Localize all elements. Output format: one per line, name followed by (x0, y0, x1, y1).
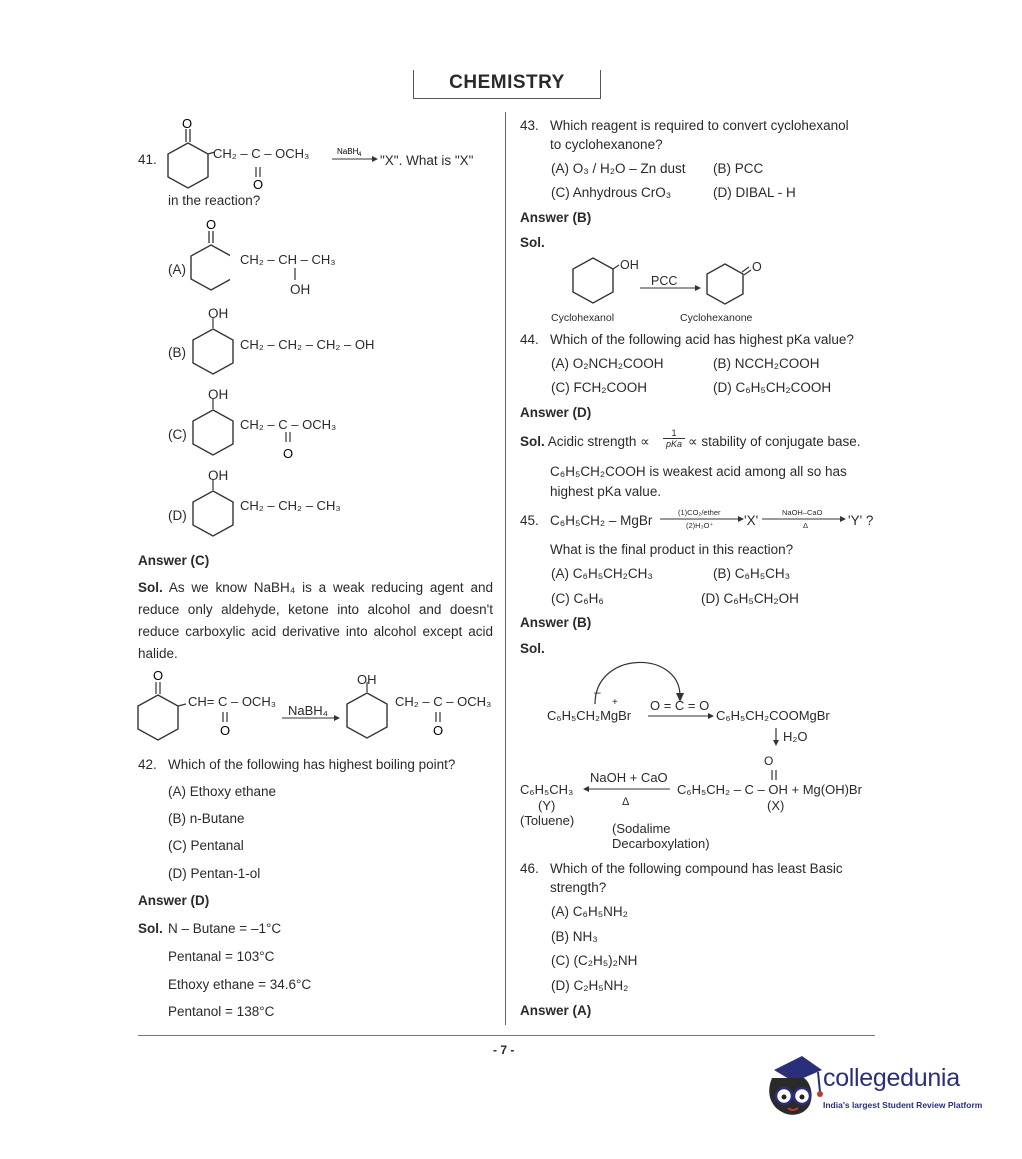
q44-fraction (663, 428, 685, 449)
q45-mech-plus: + (612, 697, 618, 708)
q43-sol-label: Sol. (520, 235, 545, 250)
q42-sol-line-3: Ethoxy ethane = 34.6°C (168, 977, 312, 992)
q43-left-name: Cyclohexanol (551, 312, 615, 324)
q41-question-tail: "X". What is "X" (380, 153, 474, 168)
svg-text:O: O (220, 723, 231, 738)
q42-text: Which of the following has highest boiling point? (168, 757, 456, 772)
svg-text:4: 4 (358, 152, 362, 158)
q42-answer: Answer (D) (138, 893, 210, 908)
q43-oh: OH (620, 258, 639, 272)
q45-text: What is the final product in this reaction? (550, 542, 794, 557)
q42-option-d: (D) Pentan-1-ol (168, 866, 261, 881)
q41-option-b-chain: CH₂ – CH₂ – CH₂ – OH (240, 337, 375, 352)
q41-number: 41. (138, 152, 157, 167)
q45-option-a: (A) C₆H₅CH₂CH₃ (551, 566, 653, 581)
q41-option-d-oh: OH (208, 468, 229, 483)
svg-text:O: O (182, 116, 193, 131)
q46-option-c: (C) (C₂H₅)₂NH (551, 953, 638, 968)
q45-y: 'Y' ? (848, 513, 874, 528)
q44-sol-label: Sol. (520, 434, 545, 449)
svg-text:O: O (253, 177, 264, 192)
q41-eq-reagent: NaBH₄ (288, 703, 328, 718)
q41-option-c-chain: CH₂ – C – OCH₃ (240, 417, 337, 432)
q46-text-line1: Which of the following compound has least Basic (550, 861, 843, 876)
q41-option-a-label: (A) (168, 262, 186, 277)
q45-reactant: C₆H₅CH₂ – MgBr (550, 513, 653, 528)
q44-solution-line1 (520, 433, 650, 451)
q45-mech-reactant: C₆H₅CH₂MgBr (547, 708, 632, 723)
q46-option-d: (D) C₂H₅NH₂ (551, 978, 629, 993)
q46-number: 46. (520, 861, 539, 876)
q41-option-a-chain: CH₂ – CH – CH₃ (240, 252, 336, 267)
q43-option-d: (D) DIBAL - H (713, 185, 796, 200)
svg-text:O: O (433, 723, 444, 738)
q45-delta: Δ (622, 796, 630, 808)
q45-step2-top: NaOH–CaO (782, 508, 823, 517)
q42-sol-line-4: Pentanol = 138°C (168, 1004, 275, 1019)
q41-answer: Answer (C) (138, 553, 210, 568)
q42-sol-line-2: Pentanal = 103°C (168, 949, 275, 964)
q41-eq-left: CH= C – OCH₃ (188, 694, 277, 709)
q44-frac-den: pKa (665, 439, 682, 449)
q41-option-b-ring (190, 318, 240, 378)
q41-sol-text: As we know NaBH₄ is a weak reducing agent and reduce only aldehyde, ketone into alcohol and doesn't reduce carboxylic acid derivative into alcohol except acid halide. (138, 580, 493, 661)
brand-tagline: India's largest Student Review Platform (823, 1100, 983, 1110)
svg-text:O: O (153, 668, 164, 683)
q45-mech-minus: – (594, 685, 601, 699)
q41-option-c-oh: OH (208, 387, 229, 402)
q43-text-line1: Which reagent is required to convert cyclohexanol (550, 118, 849, 133)
q41-option-b-label: (B) (168, 345, 186, 360)
q45-option-b: (B) C₆H₅CH₃ (713, 566, 791, 581)
q41-eq-right: CH₂ – C – OCH₃ (395, 694, 492, 709)
q43-option-b: (B) PCC (713, 161, 764, 176)
q43-option-a: (A) O₃ / H₂O – Zn dust (551, 161, 686, 176)
q41-reagent: NaBH (337, 147, 359, 156)
q45-sodalime1: (Sodalime (612, 821, 671, 836)
q42-option-c: (C) Pentanal (168, 838, 244, 853)
page-number: - 7 - (493, 1043, 515, 1057)
q45-step1-top: (1)CO₂/ether (678, 508, 721, 517)
q42-option-b: (B) n-Butane (168, 811, 245, 826)
q41-option-d-label: (D) (168, 508, 187, 523)
q45-step2-bot: Δ (803, 521, 809, 530)
footer-rule (138, 1035, 875, 1036)
q42-sol-label: Sol. (138, 921, 163, 936)
q46-answer: Answer (A) (520, 1003, 592, 1018)
q43-right-name: Cyclohexanone (680, 312, 753, 324)
collegedunia-mascot-icon (764, 1052, 824, 1124)
q44-sol-text2: ∝ stability of conjugate base. (688, 434, 861, 449)
q46-text-line2: strength? (550, 880, 607, 895)
svg-text:O: O (283, 446, 294, 461)
q41-option-b-oh: OH (208, 306, 229, 321)
q43-answer: Answer (B) (520, 210, 592, 225)
q41-sol-label: Sol. (138, 580, 163, 595)
q42-number: 42. (138, 757, 157, 772)
q45-acid-label: (X) (767, 798, 785, 813)
q45-option-d: (D) C₆H₅CH₂OH (701, 591, 799, 606)
q45-arrows (660, 514, 860, 526)
q43-number: 43. (520, 118, 539, 133)
q45-acid-o: O (764, 754, 774, 768)
q44-option-b: (B) NCCH₂COOH (713, 356, 820, 371)
q45-naoh: NaOH + CaO (590, 770, 668, 785)
q45-x: 'X' (744, 513, 759, 528)
q42-option-a: (A) Ethoxy ethane (168, 784, 277, 799)
brand-logo-text: collegedunia (823, 1064, 960, 1092)
page-title: CHEMISTRY (413, 70, 601, 99)
q41-option-a-bond (290, 268, 300, 282)
q45-acid: C₆H₅CH₂ – C – OH + Mg(OH)Br (677, 782, 862, 797)
q41-option-a-ring (190, 215, 230, 295)
q46-option-b: (B) NH₃ (551, 929, 598, 944)
q45-toluene-label: (Toluene) (520, 813, 575, 828)
q43-reagent: PCC (651, 274, 678, 288)
q45-answer: Answer (B) (520, 615, 592, 630)
q44-answer: Answer (D) (520, 405, 592, 420)
q45-sol-label: Sol. (520, 641, 545, 656)
q41-eq-right-oh: OH (357, 672, 377, 687)
q45-h2o: H₂O (783, 729, 808, 744)
q45-number: 45. (520, 513, 539, 528)
q41-option-d-ring (190, 480, 240, 540)
q45-option-c: (C) C₆H₆ (551, 591, 604, 606)
q45-co2: O = C = O (650, 698, 710, 713)
q45-toluene: C₆H₅CH₃ (520, 782, 574, 797)
q44-option-d: (D) C₆H₅CH₂COOH (713, 380, 832, 395)
q41-solution (138, 577, 493, 665)
q42-sol-line-1: N – Butane = –1°C (168, 921, 282, 936)
q41-option-c-label: (C) (168, 427, 187, 442)
q41-question-line2: in the reaction? (168, 193, 261, 208)
q44-sol-line2: C₆H₅CH₂COOH is weakest acid among all so has (550, 464, 847, 479)
q44-sol-line3: highest pKa value. (550, 484, 662, 499)
q44-text: Which of the following acid has highest pKa value? (550, 332, 854, 347)
q44-frac-num: 1 (663, 428, 685, 439)
q45-y-label: (Y) (538, 798, 556, 813)
q43-option-c: (C) Anhydrous CrO₃ (551, 185, 672, 200)
q44-sol-text1: Acidic strength ∝ (547, 434, 650, 449)
q45-intermediate: C₆H₅CH₂COOMgBr (716, 708, 830, 723)
q43-text-line2: to cyclohexanone? (550, 137, 663, 152)
svg-text:O: O (206, 217, 217, 232)
q44-option-c: (C) FCH₂COOH (551, 380, 647, 395)
q45-step1-bot: (2)H₃O⁺ (686, 521, 714, 530)
q45-sodalime2: Decarboxylation) (612, 836, 710, 851)
q43-o: O (752, 260, 762, 274)
q41-option-a-oh: OH (290, 282, 311, 297)
column-divider (505, 112, 506, 1025)
q44-option-a: (A) O₂NCH₂COOH (551, 356, 664, 371)
q44-number: 44. (520, 332, 539, 347)
q41-chain: CH₂ – C – OCH₃ (213, 146, 310, 161)
q41-option-d-chain: CH₂ – CH₂ – CH₃ (240, 498, 341, 513)
q46-option-a: (A) C₆H₅NH₂ (551, 904, 628, 919)
